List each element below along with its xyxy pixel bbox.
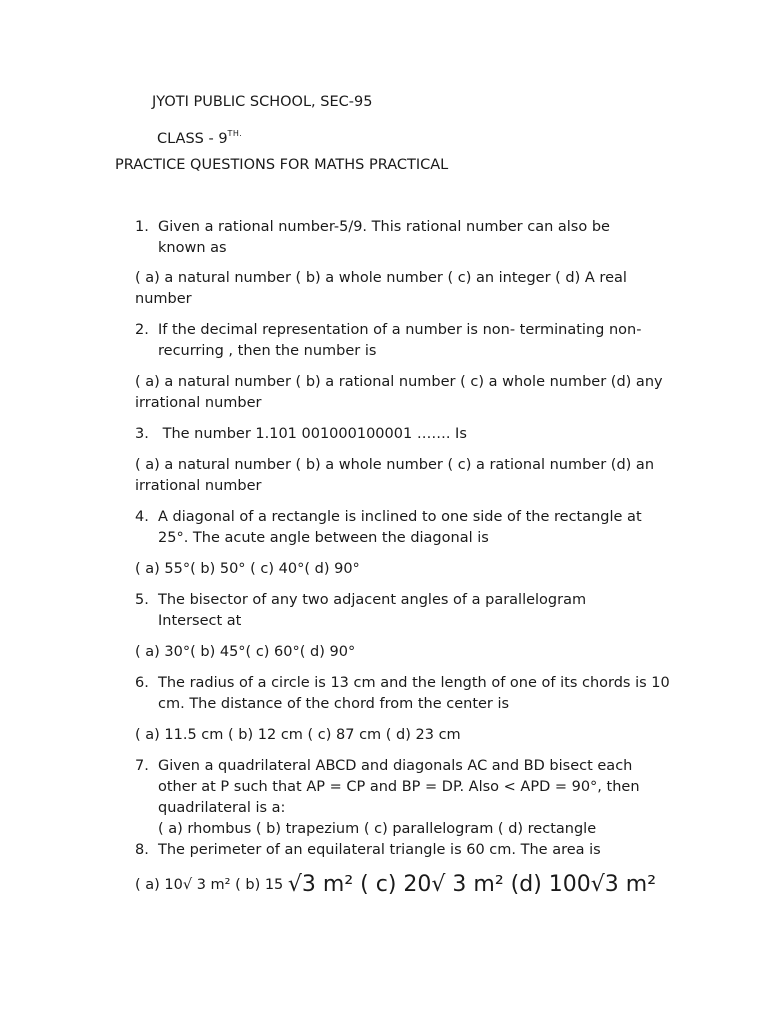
answer-options: ( a) a natural number ( b) a whole number ( c) a rational number (d) an irrational number: [135, 457, 655, 494]
question-number: 7.: [135, 758, 149, 774]
answer-options: ( a) 30°( b) 45°( c) 60°( d) 90°: [135, 644, 356, 660]
answer-options: ( a) a natural number ( b) a rational number ( c) a whole number (d) any irrational number: [135, 374, 663, 411]
question-number: 2.: [135, 322, 149, 338]
answer-options-small: ( a) 10√ 3 m² ( b) 15: [135, 877, 288, 893]
answer-options-large: √3 m² ( c) 20√ 3 m² (d) 100√3 m²: [287, 872, 657, 897]
question-text: Given a rational number-5/9. This rational number can also be known as: [158, 219, 610, 256]
answer-options: ( a) rhombus ( b) trapezium ( c) parallelogram ( d) rectangle: [158, 821, 597, 837]
question-number: 1.: [135, 219, 149, 235]
question-number: 3.: [135, 426, 149, 442]
page-title: PRACTICE QUESTIONS FOR MATHS PRACTICAL: [115, 157, 449, 173]
question-text: A diagonal of a rectangle is inclined to one side of the rectangle at 25°. The acute angle between the diagonal is: [158, 509, 642, 546]
answer-options: ( a) a natural number ( b) a whole number ( c) an integer ( d) A real number: [135, 270, 627, 307]
question-number: 6.: [135, 675, 149, 691]
question-text: The bisector of any two adjacent angles of a parallelogram Intersect at: [158, 592, 587, 629]
answer-options: ( a) 11.5 cm ( b) 12 cm ( c) 87 cm ( d) 23 cm: [135, 727, 461, 743]
school-name: JYOTI PUBLIC SCHOOL, SEC-95: [152, 94, 373, 110]
class-superscript: TH.: [227, 129, 243, 138]
answer-options: ( a) 55°( b) 50° ( c) 40°( d) 90°: [135, 561, 360, 577]
class-text: CLASS - 9: [157, 131, 228, 147]
answer-options: [135, 874, 656, 896]
question-number: 8.: [135, 842, 149, 858]
question-text: The perimeter of an equilateral triangle is 60 cm. The area is: [158, 842, 601, 858]
question-number: 5.: [135, 592, 149, 608]
question-text: The radius of a circle is 13 cm and the length of one of its chords is 10 cm. The distance of the chord from the center is: [158, 675, 670, 712]
question-number: 4.: [135, 509, 149, 525]
question-text: If the decimal representation of a number is non- terminating non-recurring , then the number is: [158, 322, 642, 359]
class-label: [157, 123, 242, 150]
question-text: Given a quadrilateral ABCD and diagonals AC and BD bisect each other at P such that AP = CP and BP = DP. Also < APD = 90°, then quadrilateral is a:: [158, 758, 640, 816]
question-text: The number 1.101 001000100001 ……. Is: [158, 426, 467, 442]
